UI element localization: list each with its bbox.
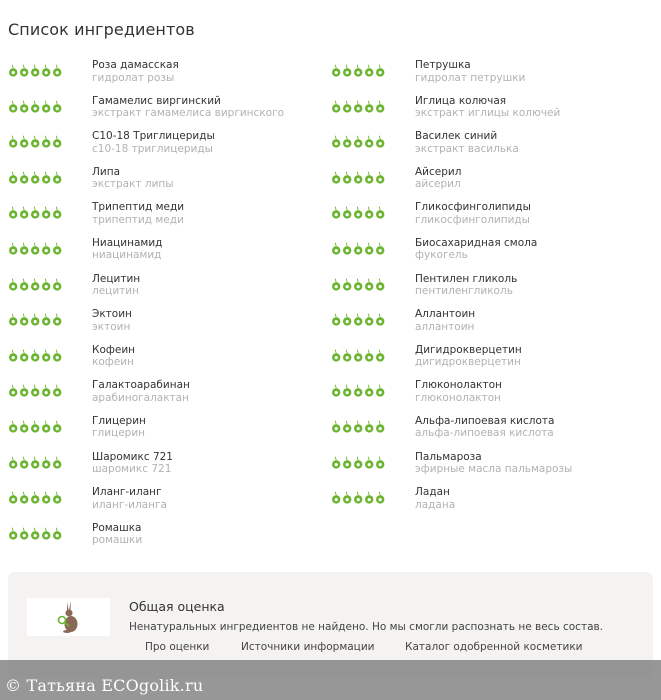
rating-leaves: [8, 349, 62, 362]
leaf-apple-icon: [364, 456, 374, 469]
ingredient-name: Ладан: [415, 486, 450, 499]
leaf-apple-icon: [342, 206, 352, 219]
ingredient-inci: эктоин: [92, 320, 131, 333]
leaf-apple-icon: [41, 349, 51, 362]
ingredient-name: Эктоин: [92, 308, 132, 321]
leaf-apple-icon: [364, 384, 374, 397]
leaf-apple-icon: [8, 242, 18, 255]
leaf-apple-icon: [342, 100, 352, 113]
leaf-apple-icon: [19, 491, 29, 504]
leaf-apple-icon: [19, 242, 29, 255]
ingredient-inci: гликосфинголипиды: [415, 213, 530, 226]
rating-leaves: [331, 384, 385, 397]
leaf-apple-icon: [19, 278, 29, 291]
leaf-apple-icon: [8, 349, 18, 362]
rating-leaves: [8, 242, 62, 255]
leaf-apple-icon: [375, 349, 385, 362]
ingredient-name: Ниацинамид: [92, 236, 163, 249]
leaf-apple-icon: [342, 278, 352, 291]
approved-catalog-link[interactable]: Каталог одобренной косметики: [405, 641, 583, 653]
rating-leaves: [8, 456, 62, 469]
leaf-apple-icon: [342, 64, 352, 77]
leaf-apple-icon: [8, 384, 18, 397]
ingredient-name: Гликосфинголипиды: [415, 201, 531, 214]
ingredient-name: Иланг-иланг: [92, 486, 162, 499]
ingredient-inci: альфа-липоевая кислота: [415, 427, 554, 440]
leaf-apple-icon: [41, 135, 51, 148]
ingredient-name: Альфа-липоевая кислота: [415, 414, 555, 427]
ingredient-inci: гидролат розы: [92, 71, 175, 84]
ingredient-row[interactable]: [8, 378, 328, 414]
leaf-apple-icon: [342, 313, 352, 326]
ingredient-inci: ниацинамид: [92, 249, 162, 262]
ingredient-name: Биосахаридная смола: [415, 236, 538, 249]
rating-leaves: [8, 313, 62, 326]
leaf-apple-icon: [331, 64, 341, 77]
leaf-apple-icon: [41, 64, 51, 77]
leaf-apple-icon: [364, 171, 374, 184]
ingredient-row[interactable]: [8, 307, 328, 343]
rabbit-magnifier-icon: [54, 600, 84, 634]
ingredient-inci: экстракт липы: [92, 178, 174, 191]
leaf-apple-icon: [331, 491, 341, 504]
ingredient-name: Галактоарабинан: [92, 379, 190, 392]
ingredient-inci: фукогель: [415, 249, 468, 262]
leaf-apple-icon: [8, 171, 18, 184]
ingredient-row[interactable]: [8, 450, 328, 486]
ingredient-name: C10-18 Триглицериды: [92, 130, 215, 143]
ingredient-row[interactable]: [8, 94, 328, 130]
ingredient-row[interactable]: [331, 236, 651, 272]
leaf-apple-icon: [331, 135, 341, 148]
rating-leaves: [331, 64, 385, 77]
leaf-apple-icon: [8, 206, 18, 219]
ingredient-row[interactable]: [8, 485, 328, 521]
leaf-apple-icon: [331, 100, 341, 113]
leaf-apple-icon: [19, 456, 29, 469]
rating-leaves: [331, 349, 385, 362]
leaf-apple-icon: [331, 313, 341, 326]
leaf-apple-icon: [30, 135, 40, 148]
leaf-apple-icon: [41, 527, 51, 540]
ingredient-inci: иланг-иланга: [92, 498, 167, 511]
ingredient-name: Глицерин: [92, 414, 146, 427]
ingredient-name: Дигидрокверцетин: [415, 343, 522, 356]
ingredient-row[interactable]: [331, 343, 651, 379]
rating-leaves: [8, 206, 62, 219]
ingredient-inci: аллантоин: [415, 320, 475, 333]
leaf-apple-icon: [375, 171, 385, 184]
leaf-apple-icon: [19, 206, 29, 219]
ingredient-row[interactable]: [8, 521, 328, 557]
leaf-apple-icon: [19, 313, 29, 326]
leaf-apple-icon: [8, 100, 18, 113]
ingredient-name: Пальмароза: [415, 450, 482, 463]
ingredient-inci: трипептид меди: [92, 213, 184, 226]
leaf-apple-icon: [52, 100, 62, 113]
leaf-apple-icon: [41, 171, 51, 184]
leaf-apple-icon: [353, 278, 363, 291]
leaf-apple-icon: [342, 171, 352, 184]
leaf-apple-icon: [41, 456, 51, 469]
ingredient-inci: ладана: [415, 498, 456, 511]
leaf-apple-icon: [375, 206, 385, 219]
leaf-apple-icon: [41, 491, 51, 504]
leaf-apple-icon: [342, 242, 352, 255]
leaf-apple-icon: [342, 135, 352, 148]
summary-text: Ненатуральных ингредиентов не найдено. Но мы смогли распознать не весь состав.: [129, 621, 604, 633]
ingredient-inci: экстракт василька: [415, 142, 519, 155]
leaf-apple-icon: [375, 456, 385, 469]
leaf-apple-icon: [364, 242, 374, 255]
leaf-apple-icon: [331, 384, 341, 397]
ingredient-name: Ромашка: [92, 521, 142, 534]
leaf-apple-icon: [8, 278, 18, 291]
leaf-apple-icon: [41, 206, 51, 219]
leaf-apple-icon: [8, 420, 18, 433]
leaf-apple-icon: [364, 278, 374, 291]
leaf-apple-icon: [8, 491, 18, 504]
ingredient-inci: арабиногалактан: [92, 391, 189, 404]
ingredient-inci: экстракт иглицы колючей: [415, 107, 561, 120]
leaf-apple-icon: [41, 384, 51, 397]
ingredient-row[interactable]: [331, 414, 651, 450]
leaf-apple-icon: [331, 242, 341, 255]
leaf-apple-icon: [30, 206, 40, 219]
ingredient-name: Петрушка: [415, 59, 471, 71]
leaf-apple-icon: [41, 278, 51, 291]
leaf-apple-icon: [353, 135, 363, 148]
leaf-apple-icon: [52, 64, 62, 77]
leaf-apple-icon: [353, 64, 363, 77]
page-title: Список ингредиентов: [8, 20, 195, 39]
ingredient-row[interactable]: [331, 378, 651, 414]
leaf-apple-icon: [41, 313, 51, 326]
leaf-apple-icon: [52, 491, 62, 504]
ingredient-inci: гидролат петрушки: [415, 71, 526, 84]
leaf-apple-icon: [52, 527, 62, 540]
leaf-apple-icon: [52, 420, 62, 433]
leaf-apple-icon: [342, 420, 352, 433]
leaf-apple-icon: [41, 100, 51, 113]
leaf-apple-icon: [375, 491, 385, 504]
ingredient-name: Айсерил: [415, 165, 462, 178]
leaf-apple-icon: [19, 349, 29, 362]
ingredient-name: Лецитин: [92, 272, 141, 285]
ingredient-inci: пентиленгликоль: [415, 285, 513, 298]
rating-leaves: [331, 420, 385, 433]
ingredient-name: Трипептид меди: [92, 201, 185, 214]
leaf-apple-icon: [52, 349, 62, 362]
leaf-apple-icon: [30, 242, 40, 255]
leaf-apple-icon: [353, 100, 363, 113]
ingredient-name: Гамамелис виргинский: [92, 94, 221, 107]
leaf-apple-icon: [19, 384, 29, 397]
leaf-apple-icon: [30, 313, 40, 326]
leaf-apple-icon: [364, 206, 374, 219]
leaf-apple-icon: [8, 135, 18, 148]
leaf-apple-icon: [8, 456, 18, 469]
leaf-apple-icon: [375, 384, 385, 397]
leaf-apple-icon: [353, 349, 363, 362]
leaf-apple-icon: [364, 349, 374, 362]
leaf-apple-icon: [331, 206, 341, 219]
rating-leaves: [331, 313, 385, 326]
leaf-apple-icon: [52, 242, 62, 255]
ingredient-row[interactable]: [331, 200, 651, 236]
leaf-apple-icon: [19, 64, 29, 77]
leaf-apple-icon: [364, 135, 374, 148]
leaf-apple-icon: [19, 171, 29, 184]
leaf-apple-icon: [342, 384, 352, 397]
watermark-text: © Татьяна ECOgolik.ru: [5, 676, 204, 695]
leaf-apple-icon: [353, 313, 363, 326]
rating-leaves: [331, 456, 385, 469]
ingredient-inci: дигидрокверцетин: [415, 356, 521, 369]
leaf-apple-icon: [342, 349, 352, 362]
leaf-apple-icon: [331, 420, 341, 433]
leaf-apple-icon: [41, 242, 51, 255]
ingredients-column-left: [8, 58, 328, 556]
ingredient-row[interactable]: [331, 307, 651, 343]
rating-leaves: [8, 278, 62, 291]
leaf-apple-icon: [375, 313, 385, 326]
leaf-apple-icon: [52, 171, 62, 184]
leaf-apple-icon: [41, 420, 51, 433]
leaf-apple-icon: [331, 349, 341, 362]
watermark-band: [0, 660, 661, 700]
ingredients-column-right: [331, 58, 651, 521]
ingredient-row[interactable]: [331, 94, 651, 130]
rating-leaves: [331, 100, 385, 113]
leaf-apple-icon: [52, 278, 62, 291]
leaf-apple-icon: [30, 384, 40, 397]
rating-leaves: [8, 171, 62, 184]
rating-leaves: [8, 384, 62, 397]
summary-title: Общая оценка: [129, 599, 225, 614]
ingredient-name: Липа: [92, 165, 121, 178]
leaf-apple-icon: [30, 64, 40, 77]
ingredient-row[interactable]: [331, 485, 651, 521]
ingredient-inci: c10-18 триглицериды: [92, 142, 213, 155]
leaf-apple-icon: [353, 420, 363, 433]
ingredient-name: Аллантоин: [415, 308, 476, 321]
ingredient-row[interactable]: [331, 58, 651, 94]
leaf-apple-icon: [353, 491, 363, 504]
rating-leaves: [8, 135, 62, 148]
ingredient-row[interactable]: [331, 129, 651, 165]
leaf-apple-icon: [364, 313, 374, 326]
ingredient-inci: шаромикс 721: [92, 463, 172, 476]
rating-leaves: [331, 206, 385, 219]
sources-link[interactable]: Источники информации: [241, 641, 375, 653]
leaf-apple-icon: [331, 171, 341, 184]
ingredient-inci: лецитин: [92, 285, 139, 298]
leaf-apple-icon: [30, 100, 40, 113]
ingredient-name: Василек синий: [415, 130, 498, 143]
ingredient-row[interactable]: [331, 272, 651, 308]
rating-leaves: [8, 491, 62, 504]
leaf-apple-icon: [342, 491, 352, 504]
rating-leaves: [331, 242, 385, 255]
leaf-apple-icon: [19, 527, 29, 540]
ingredient-name: Шаромикс 721: [92, 450, 173, 463]
leaf-apple-icon: [375, 64, 385, 77]
rating-leaves: [8, 100, 62, 113]
leaf-apple-icon: [52, 456, 62, 469]
leaf-apple-icon: [353, 456, 363, 469]
leaf-apple-icon: [19, 100, 29, 113]
leaf-apple-icon: [19, 135, 29, 148]
rating-leaves: [331, 491, 385, 504]
leaf-apple-icon: [364, 491, 374, 504]
ingredient-inci: эфирные масла пальмарозы: [415, 463, 573, 476]
rating-leaves: [331, 135, 385, 148]
leaf-apple-icon: [52, 206, 62, 219]
leaf-apple-icon: [30, 420, 40, 433]
leaf-apple-icon: [353, 384, 363, 397]
ingredient-name: Кофеин: [92, 343, 136, 356]
ingredient-row[interactable]: [8, 200, 328, 236]
ingredient-name: Глюконолактон: [415, 379, 502, 392]
ingredient-row[interactable]: [8, 272, 328, 308]
leaf-apple-icon: [353, 206, 363, 219]
leaf-apple-icon: [30, 527, 40, 540]
leaf-apple-icon: [375, 420, 385, 433]
rabbit-logo: [27, 598, 110, 636]
ingredient-inci: экстракт гамамелиса виргинского: [92, 107, 285, 120]
leaf-apple-icon: [375, 100, 385, 113]
leaf-apple-icon: [30, 278, 40, 291]
leaf-apple-icon: [364, 100, 374, 113]
ingredient-inci: глюконолактон: [415, 391, 502, 404]
leaf-apple-icon: [8, 527, 18, 540]
leaf-apple-icon: [8, 313, 18, 326]
rating-leaves: [8, 527, 62, 540]
rating-leaves: [8, 64, 62, 77]
ingredient-row[interactable]: [8, 236, 328, 272]
leaf-apple-icon: [364, 420, 374, 433]
leaf-apple-icon: [52, 135, 62, 148]
ingredient-inci: глицерин: [92, 427, 146, 440]
ingredient-row[interactable]: [8, 129, 328, 165]
leaf-apple-icon: [353, 242, 363, 255]
leaf-apple-icon: [375, 278, 385, 291]
leaf-apple-icon: [331, 456, 341, 469]
rating-leaves: [8, 420, 62, 433]
ingredient-row[interactable]: [8, 343, 328, 379]
ingredient-inci: ромашки: [92, 534, 143, 547]
ingredient-inci: кофеин: [92, 356, 134, 369]
leaf-apple-icon: [19, 420, 29, 433]
ingredient-row[interactable]: [8, 58, 328, 94]
leaf-apple-icon: [52, 384, 62, 397]
leaf-apple-icon: [364, 64, 374, 77]
leaf-apple-icon: [30, 491, 40, 504]
ingredient-name: Иглица колючая: [415, 94, 507, 107]
leaf-apple-icon: [30, 349, 40, 362]
ingredient-row[interactable]: [331, 450, 651, 486]
leaf-apple-icon: [353, 171, 363, 184]
leaf-apple-icon: [30, 171, 40, 184]
about-ratings-link[interactable]: Про оценки: [145, 641, 210, 653]
ingredient-row[interactable]: [8, 414, 328, 450]
ingredient-name: Роза дамасская: [92, 59, 179, 71]
leaf-apple-icon: [342, 456, 352, 469]
ingredient-row[interactable]: [8, 165, 328, 201]
leaf-apple-icon: [375, 242, 385, 255]
leaf-apple-icon: [8, 64, 18, 77]
rating-leaves: [331, 171, 385, 184]
rating-leaves: [331, 278, 385, 291]
leaf-apple-icon: [375, 135, 385, 148]
ingredient-name: Пентилен гликоль: [415, 272, 518, 285]
ingredient-inci: айсерил: [415, 178, 461, 191]
ingredient-row[interactable]: [331, 165, 651, 201]
leaf-apple-icon: [52, 313, 62, 326]
summary-links: [8, 641, 653, 657]
leaf-apple-icon: [331, 278, 341, 291]
leaf-apple-icon: [30, 456, 40, 469]
